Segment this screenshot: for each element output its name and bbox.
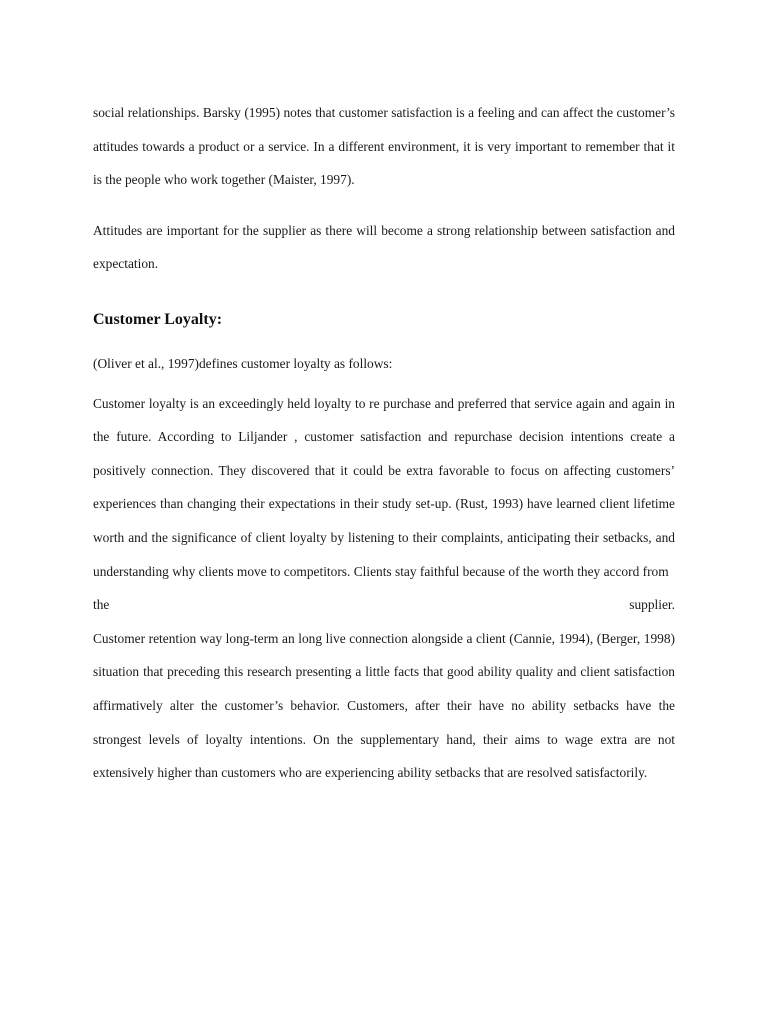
paragraph-retention: Customer retention way long-term an long live connection alongside a client (Cannie, 1994), (Berger, 1998) situation that preceding this research presenting a little facts that good ability quality and client satisfaction affirmatively alter the customer’s behavior. Customers, after their have no ability setbacks have the strongest levels of loyalty intentions. On the supplementary hand, their aims to wage extra are not extensively higher than customers who are experiencing ability setbacks that are resolved satisfactorily. [93, 630, 675, 781]
last-line-right-word: supplier. [629, 597, 675, 613]
last-line-left-word: the [93, 597, 110, 613]
paragraph-loyalty-last-line [93, 588, 675, 622]
paragraph-loyalty: Customer loyalty is an exceedingly held loyalty to re purchase and preferred that service again and again in the future. According to Liljander , customer satisfaction and repurchase decision intentions create a positively connection. They discovered that it could be extra favorable to focus on affecting customers’ experiences than changing their expectations in their study set-up. (Rust, 1993) have learned client lifetime worth and the significance of client loyalty by listening to their complaints, anticipating their setbacks, and understanding why clients move to competitors. Clients stay faithful because of the worth they accord from [93, 395, 675, 579]
section-heading: Customer Loyalty: [93, 310, 223, 328]
paragraph-satisfaction: social relationships. Barsky (1995) notes that customer satisfaction is a feeling and can affect the customer’s attitudes towards a product or a service. In a different environment, it is very important to remember that it is the people who work together (Maister, 1997). [93, 105, 675, 188]
paragraph-definition-intro: (Oliver et al., 1997)defines customer loyalty as follows: [93, 355, 393, 371]
paragraph-attitudes: Attitudes are important for the supplier as there will become a strong relationship between satisfaction and expectation. [93, 222, 675, 272]
document-page [93, 96, 675, 790]
